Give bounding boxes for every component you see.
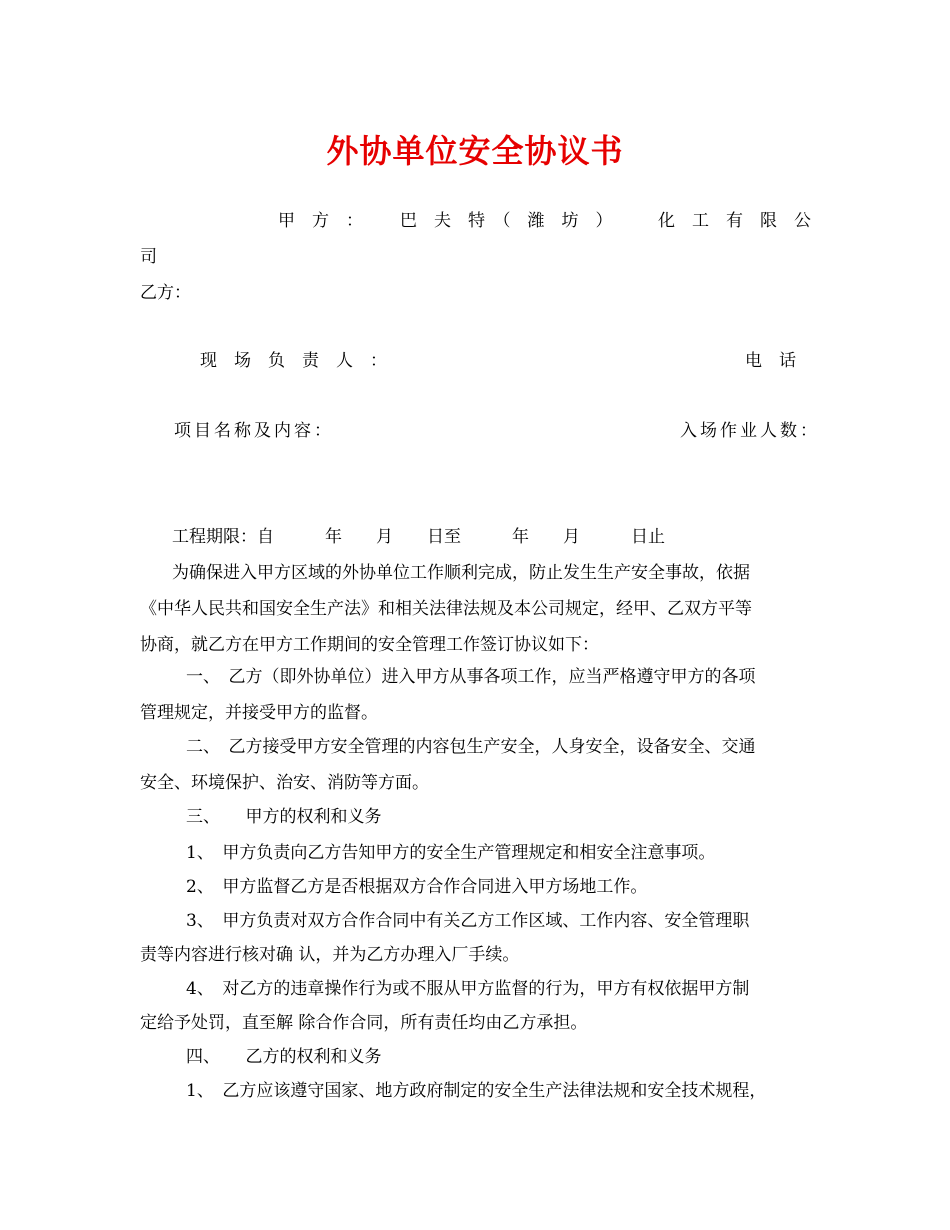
party-a-name-end: 司 bbox=[140, 247, 157, 267]
clause-3-item-4-line-2: 定给予处罚，直至解 除合作合同，所有责任均由乙方承担。 bbox=[140, 1013, 588, 1033]
period-label: 工程期限：自 年 月 日至 年 月 日止 bbox=[172, 527, 665, 547]
clause-3-item-4-line-1: 4、 对乙方的违章操作行为或不服从甲方监督的行为，甲方有权依据甲方制 bbox=[186, 979, 750, 999]
clause-3-item-3-line-1: 3、 甲方负责对双方合作合同中有关乙方工作区域、工作内容、安全管理职 bbox=[186, 911, 750, 931]
intro-line-1: 为确保进入甲方区域的外协单位工作顺利完成，防止发生生产安全事故，依据 bbox=[172, 563, 750, 583]
party-a-name: 巴 夫 特 （ 潍 坊 ） bbox=[400, 211, 613, 231]
clause-3-heading: 三、 甲方的权利和义务 bbox=[186, 807, 382, 827]
clause-1-line-1: 一、 乙方（即外协单位）进入甲方从事各项工作，应当严格遵守甲方的各项 bbox=[186, 667, 756, 687]
party-b-label: 乙方： bbox=[140, 283, 191, 303]
clause-1-line-2: 管理规定，并接受甲方的监督。 bbox=[140, 703, 378, 723]
clause-3-item-3-line-2: 责等内容进行核对确 认，并为乙方办理入厂手续。 bbox=[140, 945, 520, 965]
clause-3-item-1: 1、 甲方负责向乙方告知甲方的安全生产管理规定和相安全注意事项。 bbox=[186, 843, 716, 863]
party-a-label: 甲 方 ： bbox=[278, 211, 363, 231]
clause-2-line-1: 二、 乙方接受甲方安全管理的内容包生产安全，人身安全，设备安全、交通 bbox=[186, 737, 756, 757]
phone-label: 电 话 bbox=[745, 351, 796, 371]
project-label: 项目名称及内容： bbox=[174, 421, 334, 441]
document-title: 外协单位安全协议书 bbox=[326, 132, 624, 170]
intro-line-3: 协商，就乙方在甲方工作期间的安全管理工作签订协议如下： bbox=[140, 635, 599, 655]
workers-label: 入场作业人数： bbox=[680, 421, 820, 441]
party-a-name-cont: 化 工 有 限 公 bbox=[658, 211, 811, 231]
clause-4-heading: 四、 乙方的权利和义务 bbox=[186, 1047, 382, 1067]
site-leader-label: 现 场 负 责 人 ： bbox=[200, 351, 387, 371]
clause-2-line-2: 安全、环境保护、治安、消防等方面。 bbox=[140, 773, 429, 793]
clause-3-item-2: 2、 甲方监督乙方是否根据双方合作合同进入甲方场地工作。 bbox=[186, 877, 648, 897]
intro-line-2: 《中华人民共和国安全生产法》和相关法律法规及本公司规定，经甲、乙双方平等 bbox=[140, 599, 752, 619]
clause-4-item-1: 1、 乙方应该遵守国家、地方政府制定的安全生产法律法规和安全技术规程， bbox=[186, 1081, 767, 1101]
